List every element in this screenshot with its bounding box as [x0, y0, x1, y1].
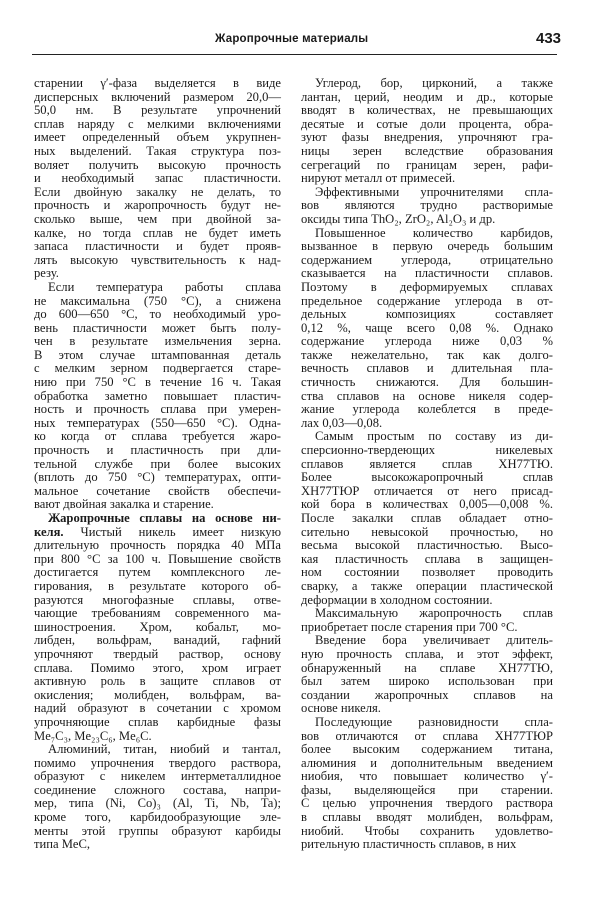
text-line: (вплоть до 750 °С) температурах, опти-: [34, 470, 281, 485]
text-line: при 800 °С за 100 ч. Повышение свойств: [34, 551, 281, 566]
text-line: ность и прочность сплава при умерен-: [34, 402, 281, 417]
text-line: ных температурах (550—650 °С). Одна-: [34, 415, 281, 430]
text-line: вень пластичности может быть полу-: [34, 320, 281, 335]
text-line: с мелким зерном подвергается старе-: [34, 361, 281, 376]
text-line: стичность снижаются. Для большин-: [301, 375, 553, 390]
text-line: обработка заметно повышает пластич-: [34, 388, 281, 403]
text-line: приобретает после старения при 700 °С.: [301, 619, 518, 634]
text-line: в сплавы вводят молибден, вольфрам,: [301, 810, 553, 825]
text-line: вводят в количествах, не превышающих: [301, 103, 553, 118]
text-line: В этом случае штампованная деталь: [34, 347, 281, 362]
text-line: сплав наряду с мелкими включениями: [34, 116, 281, 131]
text-line: жание углерода колеблется в преде-: [301, 402, 553, 417]
text-line: кой бора в количествах 0,005—0,008 %.: [301, 497, 553, 512]
text-line: зуют фазы внедрения, упрочняют гра-: [301, 130, 553, 145]
text-line: длительную прочность порядка 40 МПа: [34, 538, 281, 553]
text-line: окисления; молибден, вольфрам, ва-: [34, 687, 281, 702]
text-line: Максимальную жаропрочность сплав: [315, 606, 553, 621]
text-line: Последующие разновидности спла-: [315, 714, 553, 729]
text-column-left: [34, 77, 281, 852]
text-line: Эффективными упрочнителями спла-: [315, 184, 553, 199]
bold-lead-in: келя.: [34, 524, 64, 539]
running-header-title: Жаропрочные материалы: [215, 33, 369, 45]
text-column-right: [301, 77, 553, 852]
text-line: содержание углерода ниже 0,03 %: [301, 334, 553, 349]
text-line: был затем широко использован при: [301, 674, 553, 689]
text-line: вают двойная закалка и старение.: [34, 497, 214, 512]
text-line: дельных композициях составляет: [301, 307, 553, 322]
text-line: лять высокую чувствительность к над-: [34, 252, 281, 267]
text-line: обнаруженный на сплаве ХН77ТЮ,: [301, 660, 553, 675]
text-line: шиностроения. Хром, кобальт, мо-: [34, 619, 281, 634]
text-line: ниобий. Чтобы сохранить удовлетво-: [301, 823, 553, 838]
text-line: Me₇C₃, Me₂₃C₆, Me₆C.: [34, 728, 152, 743]
text-line: Повышенное количество карбидов,: [315, 225, 553, 240]
text-line: ную прочность сплава, и этот эффект,: [301, 646, 553, 661]
text-line: оксиды типа ThO₂, ZrO₂, Al₂O₃ и др.: [301, 211, 496, 226]
text-line: прочность и жаропрочность будут не-: [34, 198, 281, 213]
text-line: деформации в холодном состоянии.: [301, 592, 493, 607]
text-line: помимо упрочнения твердого раствора,: [34, 755, 281, 770]
text-line: нируют металл от примесей.: [301, 171, 456, 186]
text-line: воляет получить высокую прочность: [34, 157, 281, 172]
text-line: либден, вольфрам, ванадий, гафний: [34, 633, 281, 648]
text-line: образуют с никелем интерметаллидное: [34, 769, 281, 784]
text-line: старении γ′-фаза выделяется в виде: [34, 76, 281, 90]
text-line: достигается путем комплексного ле-: [34, 565, 281, 580]
text-line: 50,0 нм. В результате упрочнений: [34, 103, 281, 118]
text-line: тельной службе при более высоких: [34, 456, 281, 471]
text-line: Самым простым по составу из ди-: [315, 429, 553, 444]
text-line: десятые и сотые доли процента, обра-: [301, 116, 553, 131]
text-line: вечность сплавов и длительная пла-: [301, 361, 553, 376]
text-line: лах 0,03—0,08.: [301, 415, 383, 430]
text-line: вов являются трудно растворимые: [301, 198, 553, 213]
text-line: фазы, выделяющейся при старении.: [301, 782, 553, 797]
text-line: [34, 512, 281, 526]
bold-lead-in: Жаропрочные сплавы на основе ни-: [48, 511, 281, 525]
paragraph: [301, 430, 553, 607]
text-line: сительно невысокой прочностью, но: [301, 524, 553, 539]
text-line: ных выделений. Такая структура поз-: [34, 143, 281, 158]
text-line: Если двойную закалку не делать, то: [34, 184, 281, 199]
text-line: ницы зерен вследствие образования: [301, 143, 553, 158]
text-line: сказывается на пластичности сплавов.: [301, 266, 553, 281]
text-line: ном состоянии позволяет проводить: [301, 565, 553, 580]
text-line: мальное сочетание свойств обеспечи-: [34, 483, 281, 498]
text-line: вов отличаются от сплава ХН77ТЮР: [301, 728, 553, 743]
text-line: запаса пластичности и будет прояв-: [34, 239, 281, 254]
text-line: кая пластичность сплава в защищен-: [301, 551, 553, 566]
text-line: Более высокожаропрочный сплав: [301, 470, 553, 485]
text-line: мер, типа (Ni, Co)₃ (Al, Ti, Nb, Ta);: [34, 796, 281, 811]
text-line: создании жаропрочных сплавов на: [301, 687, 553, 702]
paragraph: [301, 607, 553, 634]
text-line: вызванное в первую очередь большим: [301, 239, 553, 254]
text-line: Алюминий, титан, ниобий и тантал,: [48, 742, 281, 757]
text-line: дисперсных включений размером 20,0—: [34, 89, 281, 104]
text-line: лантан, церий, неодим и др., которые: [301, 89, 553, 104]
text-line: Введение бора увеличивает длитель-: [315, 633, 553, 648]
text-line: сколько выше, чем при двойной за-: [34, 211, 281, 226]
text-line: Если температура работы сплава: [48, 279, 281, 294]
text-line: келя. Чистый никель имеет низкую: [34, 524, 281, 539]
paragraph: [34, 77, 281, 281]
text-line: разуются многофазные сплавы, отве-: [34, 592, 281, 607]
text-line: и необходимый запас пластичности.: [34, 171, 281, 186]
text-line: нию при 750 °С в течение 16 ч. Такая: [34, 375, 281, 390]
text-line: предельное содержание углерода в от-: [301, 293, 553, 308]
text-line: весьма высокой пластичностью. Высо-: [301, 538, 553, 553]
text-line: активную роль в защите сплавов от: [34, 674, 281, 689]
text-line: Поэтому в деформируемых сплавах: [301, 279, 553, 294]
text-line: имеет определенный объем укрупнен-: [34, 130, 281, 145]
text-line: типа MeC,: [34, 837, 91, 852]
text-line: сплавов является сплав ХН77ТЮ.: [301, 456, 553, 471]
page-number: 433: [536, 30, 562, 47]
text-line: резу.: [34, 266, 59, 281]
text-line: сплава. Помимо этого, хром играет: [34, 660, 281, 675]
text-line: ства сплавов на основе никеля содер-: [301, 388, 553, 403]
paragraph: [301, 227, 553, 431]
text-line: гирования, в результате которого об-: [34, 578, 281, 593]
text-line: ниобия, что повышает количество γ′-: [301, 769, 553, 784]
text-line: менты этой группы образуют карбиды: [34, 823, 281, 838]
paragraph: [34, 743, 281, 852]
text-line: алюминия и дополнительным введением: [301, 755, 553, 770]
header-rule: [32, 54, 557, 55]
text-line: ко когда от сплава требуется жаро-: [34, 429, 281, 444]
text-line: кроме того, карбидообразующие эле-: [34, 810, 281, 825]
text-line: основе никеля.: [301, 701, 381, 716]
paragraph: [301, 77, 553, 186]
text-line: калке, но тогда сплав не будет иметь: [34, 225, 281, 240]
paragraph: [34, 512, 281, 743]
text-line: упрочняют твердый раствор, основу: [34, 646, 281, 661]
text-line: не максимальна (750 °С), а снижена: [34, 293, 281, 308]
text-line: сперсионно-твердеющих никелевых: [301, 443, 553, 458]
text-line: чающие требованиям современного ма-: [34, 606, 281, 621]
text-line: 0,12 %, чаще всего 0,08 %. Однако: [301, 320, 553, 335]
text-line: содержанием углерода, отрицательно: [301, 252, 553, 267]
text-line: упрочняющие сплав карбидные фазы: [34, 714, 281, 729]
text-line: С целью упрочнения твердого раствора: [301, 796, 553, 811]
text-line: надий образуют в сочетании с хромом: [34, 701, 281, 716]
text-line: до 600—650 °С, то необходимый уро-: [34, 307, 281, 322]
text-line: рительную пластичность сплавов, в них: [301, 837, 517, 852]
text-line: сварку, а также операции пластической: [301, 578, 553, 593]
text-line: более высоким содержанием титана,: [301, 742, 553, 757]
text-line: прочность и пластичность при дли-: [34, 443, 281, 458]
paragraph: [301, 716, 553, 852]
text-line: чен в результате измельчения зерна.: [34, 334, 281, 349]
text-line: сегрегаций по границам зерен, рафи-: [301, 157, 553, 172]
paragraph: [34, 281, 281, 512]
text-line: ХН77ТЮР отличается от него присад-: [301, 483, 553, 498]
text-line: также нежелательно, так как долго-: [301, 347, 553, 362]
text-line: После закалки сплав обладает отно-: [301, 511, 553, 525]
text-line: соединение сложного состава, напри-: [34, 782, 281, 797]
paragraph: [301, 186, 553, 227]
text-line: Углерод, бор, цирконий, а также: [315, 76, 553, 90]
paragraph: [301, 634, 553, 716]
